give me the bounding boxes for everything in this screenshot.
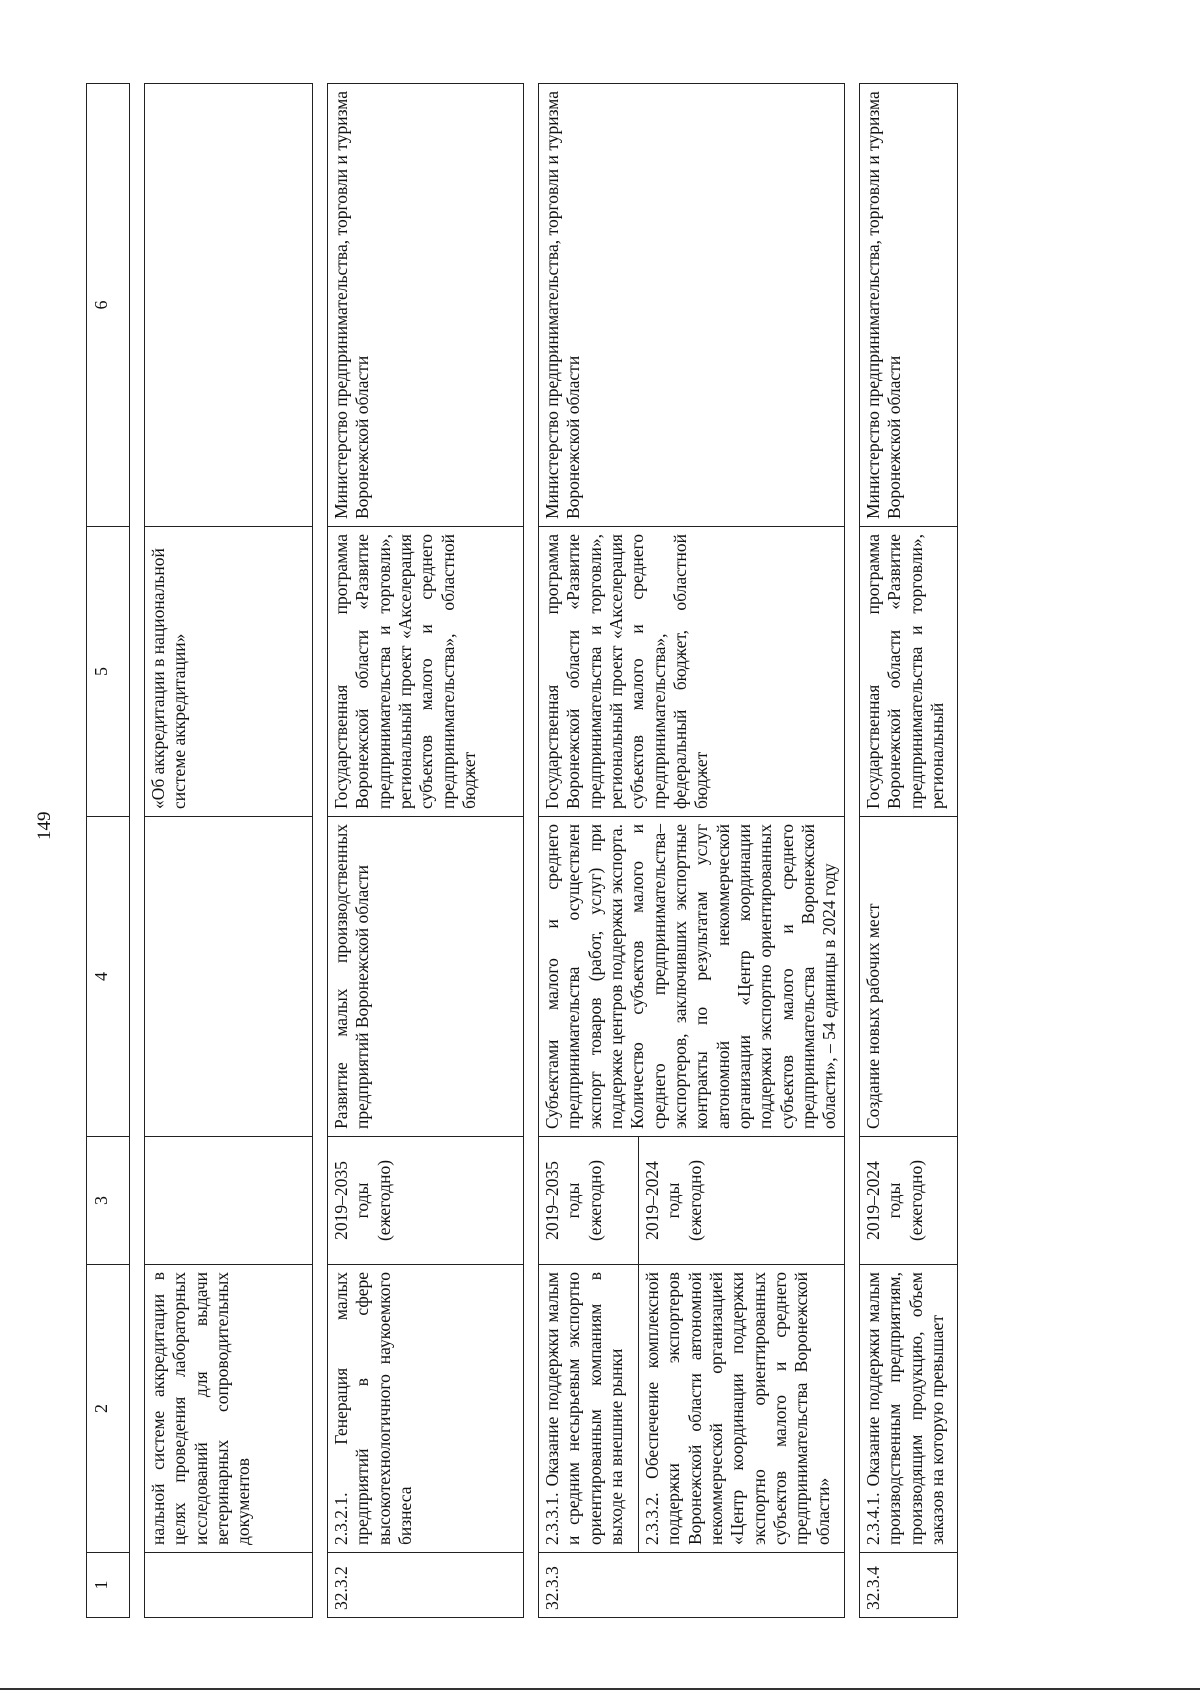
- executor-cell: [145, 84, 313, 527]
- period-cell: 2019–2035 годы (ежегодно): [328, 1137, 524, 1265]
- indicator-cell: Субъектами малого и среднего предпринимательства осуществлен экспорт товаров (работ, услуг) при поддержке центров поддержки экспорта. Количество субъектов малого и среднего предпринимательства–экспортеров, заключивших экспортные контракты по результатам услуг автономной некоммерческой организации «Центр координации поддержки экспортно ориентированных субъектов малого и среднего предпринимательства Воронежской области», – 54 единицы в 2024 году: [539, 817, 845, 1137]
- period-cell-secondary: 2019–2024 годы (ежегодно): [638, 1137, 844, 1265]
- source-cell: Государственная программа Воронежской области «Развитие предпринимательства и торговли», региональный проект «Акселерация субъектов малого и среднего предпринимательства», федеральный бюджет, областной бюджет: [539, 527, 845, 817]
- executor-cell: Министерство предпринимательства, торговли и туризма Воронежской области: [539, 84, 845, 527]
- source-cell: Государственная программа Воронежской области «Развитие предпринимательства и торговли», региональный: [859, 527, 957, 817]
- measure-cell: 2.3.4.1. Оказание поддержки малым производственным предприятиям, производящим продукцию, объем заказов на которую превышает: [859, 1265, 957, 1553]
- row-gap: [524, 84, 539, 1618]
- row-number: [145, 1553, 313, 1618]
- column-header-5: 5: [87, 527, 130, 817]
- source-cell: Государственная программа Воронежской области «Развитие предпринимательства и торговли», региональный проект «Акселерация субъектов малого и среднего предпринимательства», областной бюджет: [328, 527, 524, 817]
- row-number: 32.3.2: [328, 1553, 524, 1618]
- table-row: [539, 84, 639, 1618]
- measure-cell: 2.3.2.1. Генерация малых предприятий в сфере высокотехнологичного наукоемкого бизнеса: [328, 1265, 524, 1553]
- header-gap: [130, 84, 145, 1618]
- measures-table: [86, 83, 958, 1618]
- row-number: 32.3.3: [539, 1553, 845, 1618]
- column-header-2: 2: [87, 1265, 130, 1553]
- page-number: 149: [34, 811, 55, 840]
- table-row: [145, 84, 313, 1618]
- executor-cell: Министерство предпринимательства, торговли и туризма Воронежской области: [328, 84, 524, 527]
- period-cell: 2019–2035 годы (ежегодно): [539, 1137, 639, 1265]
- indicator-cell: Создание новых рабочих мест: [859, 817, 957, 1137]
- column-header-3: 3: [87, 1137, 130, 1265]
- period-cell: 2019–2024 годы (ежегодно): [859, 1137, 957, 1265]
- column-header-6: 6: [87, 84, 130, 527]
- executor-cell: Министерство предпринимательства, торговли и туризма Воронежской области: [859, 84, 957, 527]
- measure-cell-secondary: 2.3.3.2. Обеспечение комплексной поддержки экспортеров Воронежской области автономной некоммерческой организацией «Центр координации поддержки экспортно ориентированных субъектов малого и среднего предпринимательства Воронежской области»: [638, 1265, 844, 1553]
- indicator-cell: [145, 817, 313, 1137]
- table-row: [328, 84, 524, 1618]
- row-gap: [844, 84, 859, 1618]
- measure-cell: 2.3.3.1. Оказание поддержки малым и средним несырьевым экспортно ориентированным компаниям в выходе на внешние рынки: [539, 1265, 639, 1553]
- measure-cell: нальной системе аккредитации в целях проведения лабораторных исследований для выдачи ветеринарных сопроводительных документов: [145, 1265, 313, 1553]
- column-header-1: 1: [87, 1553, 130, 1618]
- row-number: 32.3.4: [859, 1553, 957, 1618]
- table-row: [859, 84, 957, 1618]
- period-cell: [145, 1137, 313, 1265]
- rotated-table-container: [86, 83, 1146, 1618]
- header-row: [87, 84, 130, 1618]
- row-gap: [313, 84, 328, 1618]
- column-header-4: 4: [87, 817, 130, 1137]
- source-cell: «Об аккредитации в национальной системе аккредитации»: [145, 527, 313, 817]
- indicator-cell: Развитие малых производственных предприятий Воронежской области: [328, 817, 524, 1137]
- bottom-rule: [0, 1688, 1200, 1690]
